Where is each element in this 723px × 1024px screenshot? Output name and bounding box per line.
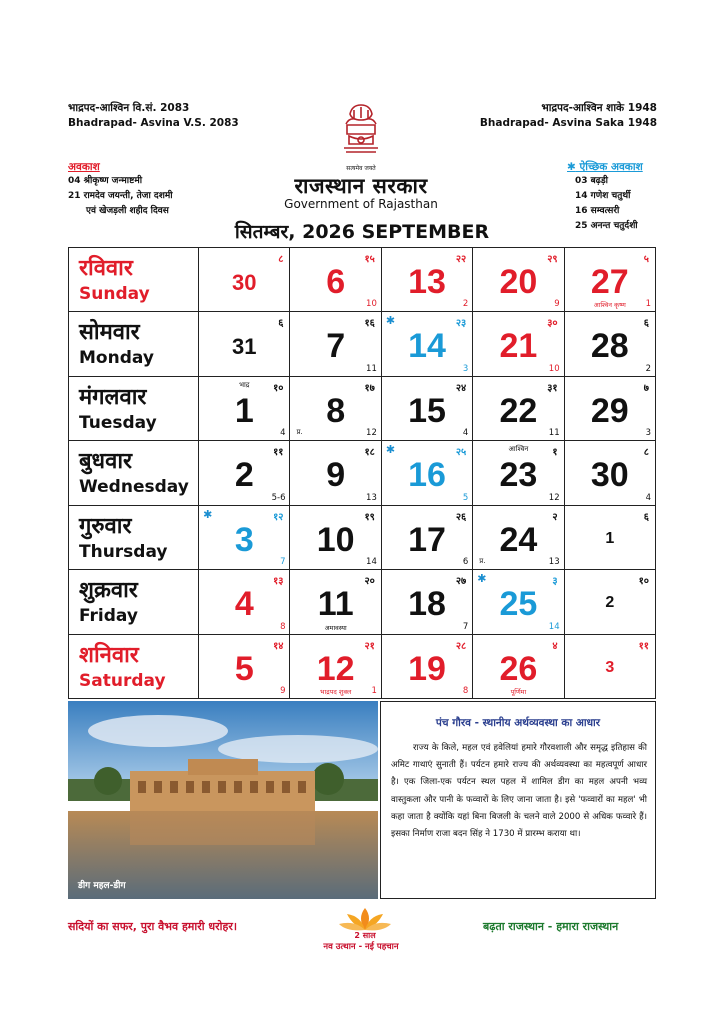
weekday-hindi: मंगलवार xyxy=(79,384,147,410)
date-cell[interactable] xyxy=(381,376,472,440)
date-number: 25 xyxy=(499,585,538,624)
week-row-sunday xyxy=(69,248,656,312)
weekday-english: Tuesday xyxy=(79,412,157,433)
date-number: 10 xyxy=(316,520,355,559)
tithi-number: २४ xyxy=(455,382,467,394)
tithi-number: २ xyxy=(552,511,558,523)
date-number: 2 xyxy=(234,456,254,495)
optional-holiday-item: 25 अनन्त चतुर्दशी xyxy=(575,221,638,231)
footer-right-slogan: बढ़ता राजस्थान - हमारा राजस्थान xyxy=(483,920,619,933)
date-number: 11 xyxy=(317,585,354,624)
date-number: 17 xyxy=(408,520,446,559)
lunar-note: पूर्णिमा xyxy=(510,688,527,696)
weekday-cell xyxy=(69,376,199,440)
date-number: 31 xyxy=(232,334,257,360)
paksha-number: 9 xyxy=(554,299,560,310)
date-number: 30 xyxy=(232,270,257,295)
date-cell[interactable] xyxy=(290,505,381,569)
date-number: 19 xyxy=(408,649,446,688)
date-number: 12 xyxy=(316,649,355,688)
date-number: 5 xyxy=(234,649,254,688)
title-english: Government of Rajasthan xyxy=(284,197,438,211)
date-number: 3 xyxy=(234,520,254,559)
pratipada-label: प्र. xyxy=(479,557,486,566)
star-icon: ✱ xyxy=(567,161,576,173)
saka-hindi: भाद्रपद-आश्विन शाके 1948 xyxy=(541,102,657,114)
paksha-number: 1 xyxy=(371,686,377,696)
paksha-number: 3 xyxy=(462,363,469,374)
date-cell[interactable] xyxy=(199,441,290,505)
paksha-number: 1 xyxy=(645,299,651,310)
paksha-number: 7 xyxy=(280,557,286,568)
date-number: 30 xyxy=(590,456,629,495)
date-number: 23 xyxy=(499,456,538,495)
holiday-list xyxy=(68,160,173,219)
optional-holiday-item: 16 सम्वत्सरी xyxy=(575,206,620,216)
paksha-number: 2 xyxy=(645,363,651,374)
paksha-number: 5 xyxy=(462,492,469,503)
date-number: 22 xyxy=(499,391,538,430)
date-cell[interactable] xyxy=(473,441,564,505)
date-cell[interactable] xyxy=(381,441,472,505)
tithi-number: ८ xyxy=(643,447,649,459)
date-number: 14 xyxy=(408,327,446,366)
date-cell[interactable] xyxy=(199,312,290,376)
optional-holiday-item: 14 गणेश चतुर्थी xyxy=(575,191,631,201)
date-number: 16 xyxy=(408,456,446,495)
optional-holiday-star-icon: ✱ xyxy=(385,443,396,457)
palace-image xyxy=(68,701,378,899)
paksha-number: 7 xyxy=(462,621,469,632)
date-cell[interactable] xyxy=(473,634,564,698)
date-cell[interactable] xyxy=(564,570,655,634)
date-cell[interactable] xyxy=(564,376,655,440)
date-cell[interactable] xyxy=(381,248,472,312)
photo-caption: डीग महल-डीग xyxy=(78,881,126,891)
date-cell[interactable] xyxy=(564,312,655,376)
tithi-number: ६ xyxy=(278,318,284,330)
tithi-number: १६ xyxy=(364,318,375,330)
weekday-cell xyxy=(69,441,199,505)
paksha-number: 5-6 xyxy=(271,492,286,503)
date-number: 20 xyxy=(499,263,538,301)
paksha-number: 4 xyxy=(645,492,651,503)
weekday-english: Monday xyxy=(79,348,154,369)
month-transition-label: भाद्र xyxy=(239,380,250,389)
paksha-number: 12 xyxy=(548,492,560,503)
date-cell[interactable] xyxy=(381,505,472,569)
title-hindi: राजस्थान सरकार xyxy=(294,174,428,198)
tithi-number: २८ xyxy=(455,640,467,652)
date-cell[interactable] xyxy=(199,570,290,634)
date-cell[interactable] xyxy=(473,505,564,569)
date-number: 21 xyxy=(499,327,538,366)
tithi-number: ११ xyxy=(273,447,284,459)
pratipada-label: प्र. xyxy=(296,428,303,437)
info-title: पंच गौरव - स्थानीय अर्थव्यवस्था का आधार xyxy=(435,717,601,729)
holiday-item: 04 श्रीकृष्ण जन्माष्टमी xyxy=(68,176,143,186)
paksha-number: 13 xyxy=(548,557,560,568)
tithi-number: ४ xyxy=(552,640,558,652)
tithi-number: १८ xyxy=(364,447,375,459)
date-number: 29 xyxy=(590,391,629,430)
national-emblem-icon xyxy=(336,100,386,162)
date-cell[interactable] xyxy=(199,505,290,569)
holiday-heading: अवकाश xyxy=(68,161,100,173)
tithi-number: ७ xyxy=(643,382,649,394)
date-cell[interactable] xyxy=(564,634,655,698)
tithi-number: २१ xyxy=(364,640,375,652)
paksha-number: 12 xyxy=(366,428,377,439)
date-number: 27 xyxy=(590,263,629,301)
date-cell[interactable] xyxy=(381,634,472,698)
weekday-english: Wednesday xyxy=(79,477,189,498)
optional-holiday-item: 03 बढ़ड़ी xyxy=(575,176,609,186)
date-cell[interactable] xyxy=(199,248,290,312)
date-number: 24 xyxy=(499,520,538,559)
paksha-number: 3 xyxy=(645,428,651,439)
date-cell[interactable] xyxy=(473,570,564,634)
vikram-samvat-hindi: भाद्रपद-आश्विन वि.सं. 2083 xyxy=(68,102,190,114)
tithi-number: १७ xyxy=(364,382,375,394)
weekday-cell xyxy=(69,505,199,569)
date-number: 18 xyxy=(408,585,446,624)
tithi-number: ३१ xyxy=(547,382,558,394)
paksha-number: 14 xyxy=(548,621,560,632)
tithi-number: ६ xyxy=(643,318,649,330)
tithi-number: ३० xyxy=(547,318,558,330)
date-cell[interactable] xyxy=(564,441,655,505)
date-cell[interactable] xyxy=(473,312,564,376)
header-left xyxy=(68,101,239,131)
motto: सत्यमेव जयते xyxy=(346,165,376,172)
date-cell[interactable] xyxy=(290,441,381,505)
tithi-number: २० xyxy=(364,576,375,588)
tithi-number: १२ xyxy=(273,511,284,523)
weekday-english: Sunday xyxy=(79,284,150,304)
tithi-number: १३ xyxy=(273,576,284,588)
date-cell[interactable] xyxy=(381,312,472,376)
tithi-number: १ xyxy=(552,447,558,459)
weekday-hindi: शुक्रवार xyxy=(79,578,138,604)
lunar-note: भाद्रपद शुक्ल xyxy=(320,688,352,696)
week-row-friday xyxy=(69,570,656,634)
holiday-item: 21 रामदेव जयन्ती, तेजा दशमी xyxy=(68,191,173,201)
tithi-number: १९ xyxy=(364,511,375,523)
tithi-number: २२ xyxy=(455,254,467,265)
date-cell[interactable] xyxy=(199,634,290,698)
header-right xyxy=(480,101,657,131)
weekday-cell xyxy=(69,312,199,376)
paksha-number: 11 xyxy=(548,428,560,439)
paksha-number: 13 xyxy=(366,492,377,503)
logo-tagline: नव उत्थान - नई पहचान xyxy=(323,942,399,952)
weekday-hindi: गुरुवार xyxy=(79,513,132,539)
tithi-number: ३ xyxy=(552,576,558,588)
tithi-number: ५ xyxy=(643,254,649,265)
weekday-hindi: सोमवार xyxy=(79,320,140,346)
weekday-english: Friday xyxy=(79,606,138,627)
tithi-number: २७ xyxy=(455,576,467,588)
month-transition-label: आश्विन xyxy=(508,445,529,454)
week-row-wednesday xyxy=(69,441,656,505)
saka-english: Bhadrapad- Asvina Saka 1948 xyxy=(479,117,657,129)
paksha-number: 9 xyxy=(280,686,286,696)
date-number: 28 xyxy=(590,327,629,366)
date-cell[interactable] xyxy=(290,312,381,376)
month-title: सितम्बर, 2026 SEPTEMBER xyxy=(234,221,490,243)
week-row-thursday xyxy=(69,505,656,569)
paksha-number: 4 xyxy=(462,428,469,439)
date-number: 4 xyxy=(234,585,254,624)
holiday-item: एवं खेजड़ली शहीद दिवस xyxy=(86,206,169,216)
date-number: 26 xyxy=(499,649,538,688)
date-number: 1 xyxy=(234,391,254,430)
paksha-number: 4 xyxy=(280,428,286,439)
tithi-number: १० xyxy=(638,576,649,588)
date-cell[interactable] xyxy=(290,248,381,312)
weekday-cell xyxy=(69,634,199,698)
weekday-english: Saturday xyxy=(79,670,166,691)
week-row-monday xyxy=(69,312,656,376)
weekday-cell xyxy=(69,248,199,312)
tithi-number: ६ xyxy=(643,511,649,523)
tithi-number: २३ xyxy=(455,318,467,330)
optional-holiday-star-icon: ✱ xyxy=(477,572,487,586)
weekday-hindi: रविवार xyxy=(79,256,133,281)
vikram-samvat-english: Bhadrapad- Asvina V.S. 2083 xyxy=(68,117,239,129)
paksha-number: 8 xyxy=(280,621,286,632)
date-cell[interactable] xyxy=(473,248,564,312)
calendar-grid xyxy=(68,247,656,699)
weekday-hindi: शनिवार xyxy=(79,642,139,668)
tithi-number: ८ xyxy=(278,254,284,265)
date-cell[interactable] xyxy=(290,376,381,440)
date-number: 15 xyxy=(408,391,446,430)
paksha-number: 10 xyxy=(366,299,377,310)
date-number: 2 xyxy=(605,594,615,612)
tithi-number: २५ xyxy=(455,447,467,459)
paksha-number: 11 xyxy=(366,363,377,374)
lunar-note: अमावस्या xyxy=(324,623,347,632)
logo-years: 2 साल xyxy=(354,931,376,940)
paksha-number: 8 xyxy=(462,686,469,696)
week-row-tuesday xyxy=(69,376,656,440)
weekday-english: Thursday xyxy=(79,541,168,562)
paksha-number: 6 xyxy=(462,557,469,568)
date-cell[interactable] xyxy=(290,570,381,634)
optional-holiday-heading: ऐच्छिक अवकाश xyxy=(579,161,643,173)
date-number: 9 xyxy=(326,456,346,495)
week-row-saturday xyxy=(69,634,656,698)
weekday-cell xyxy=(69,570,199,634)
optional-holiday-list xyxy=(567,160,643,234)
date-number: 8 xyxy=(326,391,346,430)
tithi-number: २९ xyxy=(547,254,558,265)
paksha-number: 14 xyxy=(366,557,377,568)
tithi-number: १४ xyxy=(273,640,284,652)
date-cell[interactable] xyxy=(199,376,290,440)
date-number: 6 xyxy=(326,263,346,301)
weekday-hindi: बुधवार xyxy=(79,449,133,475)
tithi-number: १० xyxy=(273,382,284,394)
date-cell[interactable] xyxy=(290,634,381,698)
tithi-number: २६ xyxy=(455,511,467,523)
date-cell[interactable] xyxy=(473,376,564,440)
optional-holiday-star-icon: ✱ xyxy=(203,507,213,521)
date-cell[interactable] xyxy=(564,248,655,312)
optional-holiday-star-icon: ✱ xyxy=(385,314,396,328)
tithi-number: १५ xyxy=(364,254,375,265)
footer-left-slogan: सदियों का सफर, पुरा वैभव हमारी धरोहर। xyxy=(68,920,238,933)
date-number: 13 xyxy=(408,263,446,301)
deeg-palace-photo xyxy=(68,701,378,899)
info-body: राज्य के किले, महल एवं हवेलियां हमारे गौरवशाली और समृद्ध इतिहास की अमिट गाथाएं सुनाती हैं। पर्यटन हमारे राज्य की अर्थव्यवस्था का महत्वपूर्ण आधार है। एक जिला-एक पर्यटन स्थल पहल में शामिल डीग का महल अपनी भव्य वास्तुकला और पानी के फव्वारों के लिए जाना जाता है। इसे 'फव्वारों का महल' भी कहा जाता है क्योंकि यहां बिना बिजली के चलने वाले 2000 से अधिक फव्वारे हैं। इसका निर्माण राजा बदन सिंह ने 1730 में प्रारम्भ कराया था। xyxy=(391,743,647,840)
date-number: 1 xyxy=(605,529,615,547)
paksha-number: 10 xyxy=(548,363,560,374)
date-number: 7 xyxy=(326,327,346,366)
info-box xyxy=(380,701,656,899)
date-cell[interactable] xyxy=(564,505,655,569)
paksha-number: 2 xyxy=(462,299,469,310)
lunar-note: आश्विन कृष्ण xyxy=(593,301,626,310)
date-cell[interactable] xyxy=(381,570,472,634)
tithi-number: ११ xyxy=(638,640,649,652)
date-number: 3 xyxy=(605,658,615,676)
